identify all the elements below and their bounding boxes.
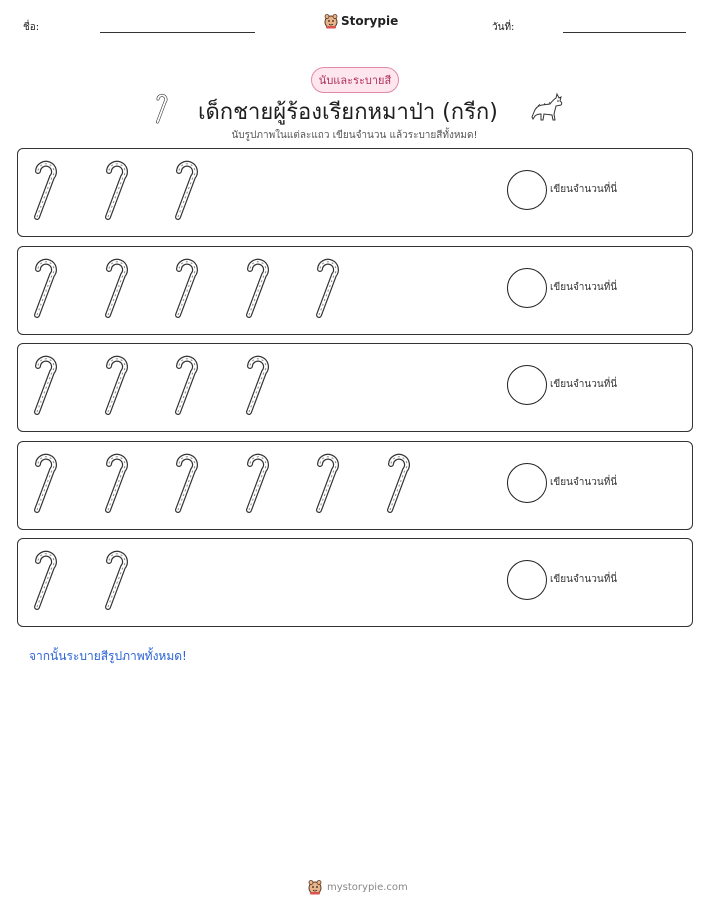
answer-label: เขียนจำนวนที่นี่: [550, 379, 618, 390]
storypie-logo-icon: [323, 13, 339, 29]
candy-cane-icon[interactable]: [101, 352, 133, 416]
answer-circle[interactable]: [507, 268, 547, 308]
instructions-subtitle: นับรูปภาพในแต่ละแถว เขียนจำนวน แล้วระบายสีทั้งหมด!: [231, 130, 478, 141]
candy-cane-icon: [154, 92, 170, 124]
footer-site: [307, 879, 408, 895]
footer-site-text: mystorypie.com: [327, 881, 408, 893]
candy-cane-icon[interactable]: [312, 255, 344, 319]
counting-row: [17, 246, 693, 335]
worksheet-header: [0, 0, 709, 50]
answer-circle[interactable]: [507, 365, 547, 405]
date-write-line[interactable]: [563, 32, 686, 33]
candy-cane-icon[interactable]: [30, 352, 62, 416]
date-label: วันที่:: [492, 22, 515, 33]
candy-cane-icon[interactable]: [101, 157, 133, 221]
name-label: ชื่อ:: [23, 22, 40, 33]
candy-cane-icon[interactable]: [242, 255, 274, 319]
candy-cane-icon[interactable]: [171, 157, 203, 221]
answer-label: เขียนจำนวนที่นี่: [550, 574, 618, 585]
footer-instruction: จากนั้นระบายสีรูปภาพทั้งหมด!: [29, 649, 187, 663]
answer-circle[interactable]: [507, 560, 547, 600]
counting-row: [17, 148, 693, 237]
activity-badge: นับและระบายสี: [311, 67, 399, 93]
candy-cane-icon[interactable]: [242, 352, 274, 416]
candy-cane-icon[interactable]: [242, 450, 274, 514]
candy-cane-icon[interactable]: [383, 450, 415, 514]
brand-logo: [323, 13, 398, 29]
answer-label: เขียนจำนวนที่นี่: [550, 184, 618, 195]
name-write-line[interactable]: [100, 32, 255, 33]
candy-cane-icon[interactable]: [312, 450, 344, 514]
wolf-icon: [530, 92, 564, 122]
candy-cane-icon[interactable]: [101, 450, 133, 514]
brand-name: Storypie: [341, 14, 399, 28]
candy-cane-icon[interactable]: [30, 450, 62, 514]
candy-cane-icon[interactable]: [30, 547, 62, 611]
candy-cane-icon[interactable]: [30, 157, 62, 221]
answer-label: เขียนจำนวนที่นี่: [550, 477, 618, 488]
candy-cane-icon[interactable]: [171, 255, 203, 319]
candy-cane-icon[interactable]: [30, 255, 62, 319]
title-row: [0, 92, 709, 126]
answer-circle[interactable]: [507, 463, 547, 503]
candy-cane-icon[interactable]: [171, 352, 203, 416]
candy-cane-icon[interactable]: [101, 255, 133, 319]
candy-cane-icon[interactable]: [101, 547, 133, 611]
page-title: เด็กชายผู้ร้องเรียกหมาป่า (กรีก): [198, 100, 498, 125]
answer-circle[interactable]: [507, 170, 547, 210]
counting-row: [17, 441, 693, 530]
storypie-logo-icon: [307, 879, 323, 895]
answer-label: เขียนจำนวนที่นี่: [550, 282, 618, 293]
counting-row: [17, 538, 693, 627]
candy-cane-icon[interactable]: [171, 450, 203, 514]
counting-row: [17, 343, 693, 432]
